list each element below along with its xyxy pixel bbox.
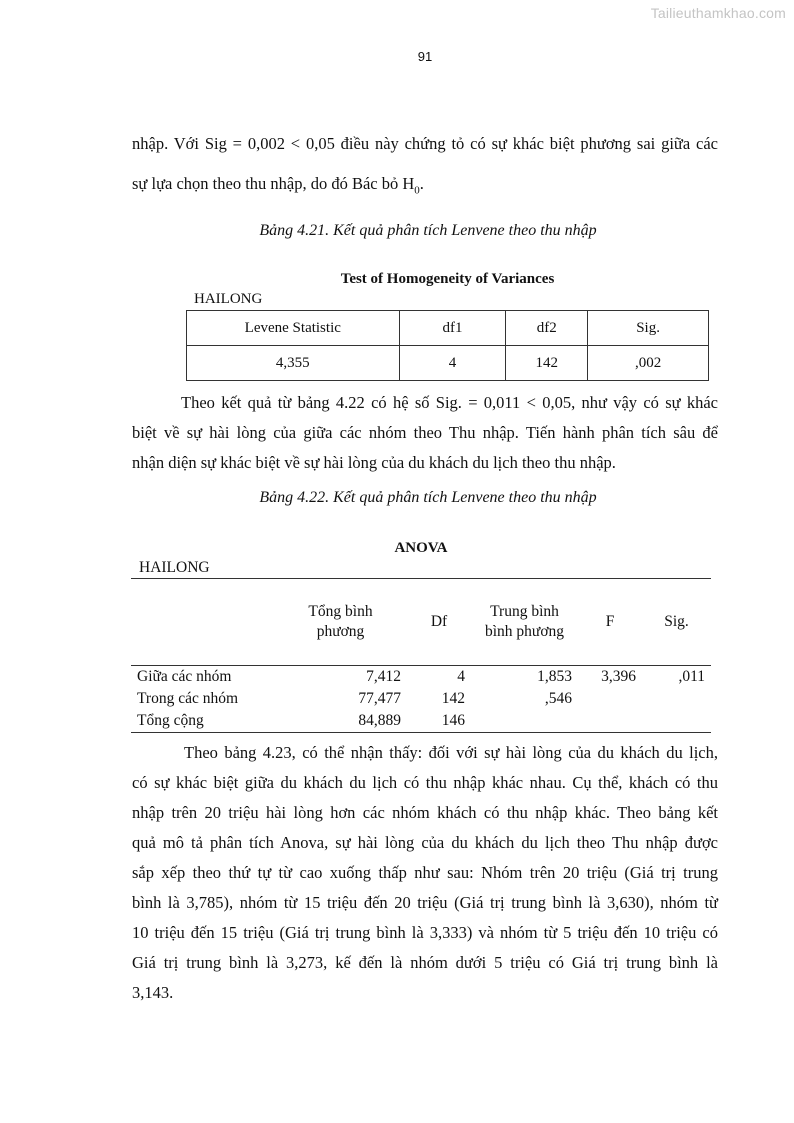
watermark-text: Tailieuthamkhao.com [650,5,786,21]
levene-value-sig: ,002 [588,346,709,381]
page-number: 91 [417,49,433,64]
anova-row-label: Trong các nhóm [137,690,239,707]
anova-header-sig: Sig. [642,579,711,666]
anova-row-ms: ,546 [544,690,572,707]
paragraph3-line-1: Theo bảng 4.23, có thể nhận thấy: đối với sự hài lòng của du khách du lịch, [184,743,718,762]
table1-title: Test of Homogeneity of Variances [340,271,555,287]
intro-line-2-end: . [419,174,424,193]
anova-header-df: Df [407,579,471,666]
levene-header-row [187,311,709,346]
anova-row-label: Giữa các nhóm [131,666,274,689]
table1-caption: Bảng 4.21. Kết quả phân tích Lenvene theo thu nhập [259,222,597,239]
anova-row-total [131,710,711,733]
anova-row-df: 146 [407,710,471,733]
levene-header-sig: Sig. [588,311,709,346]
anova-table [131,578,711,733]
levene-header-df1: df1 [399,311,506,346]
anova-row-label: Tổng cộng [131,710,274,733]
anova-row-sig [642,710,711,733]
anova-header-row [131,579,711,666]
anova-row-sig [642,688,711,710]
anova-row-ms [471,710,578,733]
anova-header-f: F [578,579,642,666]
paragraph2-line-1: Theo kết quả từ bảng 4.22 có hệ số Sig. = 0,011 < 0,05, như vậy có sự khác [181,393,718,412]
table1-variable: HAILONG [194,291,263,307]
anova-row-df: 142 [441,690,465,707]
anova-row-ss: 77,477 [358,690,401,707]
table2-caption: Bảng 4.22. Kết quả phân tích Lenvene theo thu nhập [259,489,597,506]
anova-header-mean-square-line2: bình phương [484,623,565,640]
paragraph3-line-7: 10 triệu đến 15 triệu (Giá trị trung bình là 3,333) và nhóm từ 5 triệu đến 10 triệu có [132,923,718,942]
paragraph3-line-6: bình là 3,785), nhóm từ 15 triệu đến 20 triệu (Giá trị trung bình là 3,630), nhóm từ [132,893,718,912]
anova-header-sum-squares-line1: Tổng bình [308,603,373,620]
levene-header-df2: df2 [506,311,588,346]
anova-row-df: 4 [407,666,471,689]
anova-row-between [131,666,711,689]
paragraph3-line-4: quả mô tả phân tích Anova, sự hài lòng của du khách du lịch theo Thu nhập được [132,833,718,852]
paragraph2-line-2: biệt về sự hài lòng của giữa các nhóm theo Thu nhập. Tiến hành phân tích sâu để [132,423,718,442]
anova-header-sum-squares [274,579,407,666]
levene-value-statistic: 4,355 [187,346,400,381]
anova-row-ss: 7,412 [274,666,407,689]
levene-header-statistic: Levene Statistic [187,311,400,346]
paragraph3-line-9: 3,143. [132,983,174,1002]
levene-value-df1: 4 [399,346,506,381]
anova-row-f: 3,396 [578,666,642,689]
paragraph3-line-2: có sự khác biệt giữa du khách du lịch có thu nhập khác nhau. Cụ thể, khách có thu [132,773,718,792]
anova-row-f [578,688,642,710]
levene-table [186,310,709,381]
paragraph3-line-3: nhập trên 20 triệu hài lòng hơn các nhóm khách có thu nhập khác. Theo bảng kết [132,803,718,822]
paragraph3-line-5: sắp xếp theo thứ tự từ cao xuống thấp như sau: Nhóm trên 20 triệu (Giá trị trung [132,863,718,882]
anova-header-empty [131,579,274,666]
intro-line-2-subscript: 0 [414,184,420,197]
intro-line-2 [132,174,424,200]
anova-variable: HAILONG [139,559,210,576]
anova-row-ms: 1,853 [471,666,578,689]
anova-row-f [578,710,642,733]
anova-row-ss: 84,889 [274,710,407,733]
anova-header-sum-squares-line2: phương [316,623,365,640]
levene-value-df2: 142 [506,346,588,381]
anova-title: ANOVA [394,540,448,556]
anova-row-within [131,688,711,710]
paragraph3-line-8: Giá trị trung bình là 3,273, kế đến là nhóm dưới 5 triệu có Giá trị trung bình là [132,953,718,972]
anova-row-sig: ,011 [642,666,711,689]
anova-header-mean-square [471,579,578,666]
levene-value-row [187,346,709,381]
intro-line-1: nhập. Với Sig = 0,002 < 0,05 điều này chứng tỏ có sự khác biệt phương sai giữa các [132,134,718,153]
paragraph2-line-3: nhận diện sự khác biệt về sự hài lòng của du khách du lịch theo thu nhập. [132,453,616,472]
intro-line-2-text: sự lựa chọn theo thu nhập, do đó Bác bỏ H [132,174,415,193]
anova-header-mean-square-line1: Trung bình [490,603,559,620]
